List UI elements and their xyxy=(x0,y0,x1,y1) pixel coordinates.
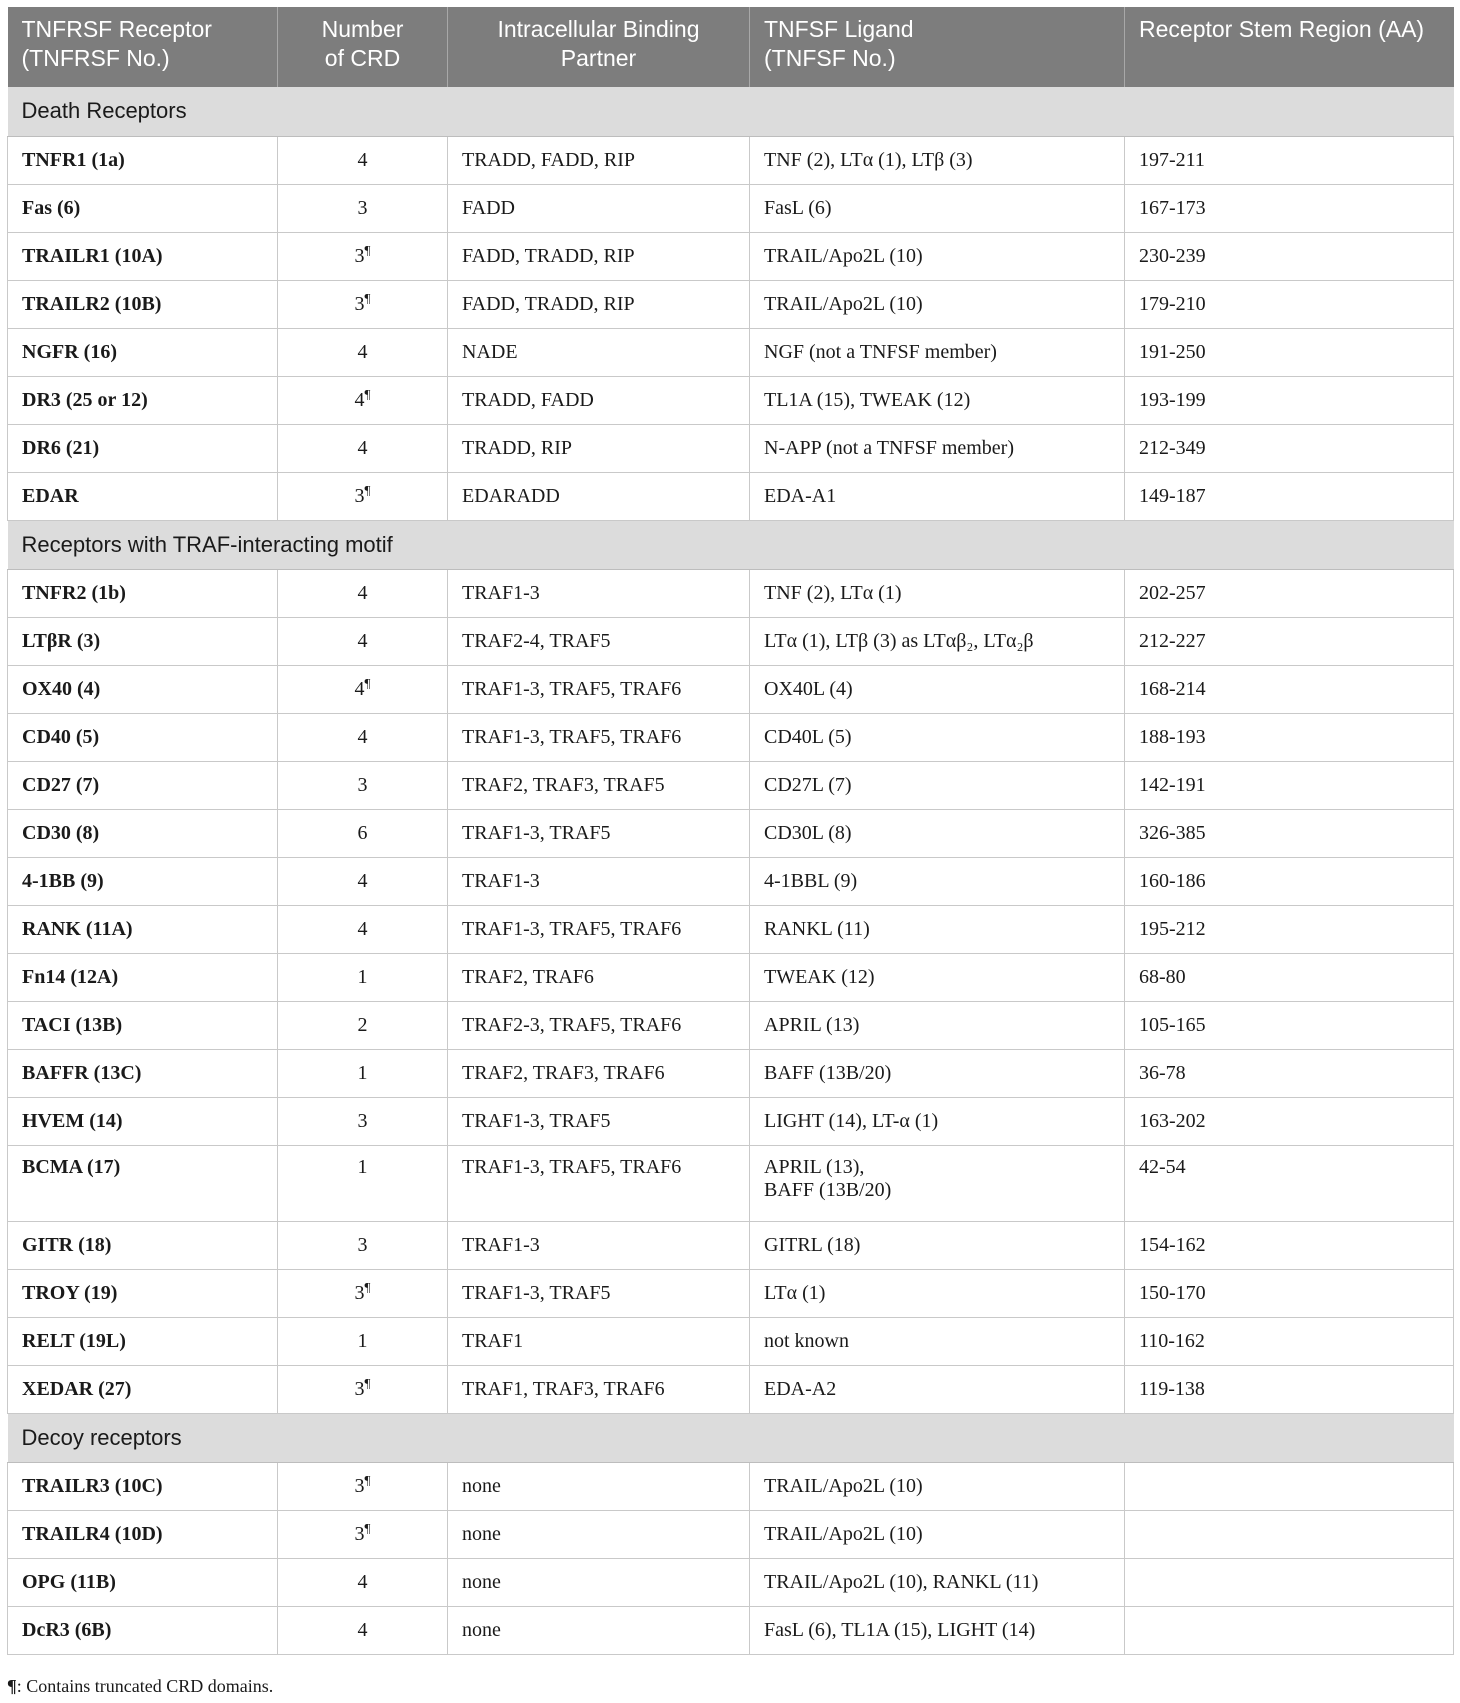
cell-receptor: DcR3 (6B) xyxy=(8,1606,278,1654)
cell-stem: 191-250 xyxy=(1125,328,1454,376)
cell-partner: EDARADD xyxy=(448,472,750,520)
ligand-line: TNF (2), LTα (1), LTβ (3) xyxy=(764,148,973,171)
footnote xyxy=(7,1676,273,1697)
cell-ligand xyxy=(750,1049,1125,1097)
table-row xyxy=(8,1001,1454,1049)
table-row xyxy=(8,1558,1454,1606)
cell-crd xyxy=(278,809,448,857)
ligand-line: FasL (6), TL1A (15), LIGHT (14) xyxy=(764,1618,1036,1641)
truncated-crd-mark: ¶ xyxy=(364,241,371,257)
cell-receptor: Fn14 (12A) xyxy=(8,953,278,1001)
cell-ligand xyxy=(750,1221,1125,1269)
truncated-crd-mark: ¶ xyxy=(364,1374,371,1390)
ligand-line: APRIL (13) xyxy=(764,1013,860,1036)
section-row xyxy=(8,87,1454,136)
truncated-crd-mark: ¶ xyxy=(364,289,371,305)
cell-receptor: TRAILR1 (10A) xyxy=(8,232,278,280)
cell-receptor: GITR (18) xyxy=(8,1221,278,1269)
ligand-line: EDA-A2 xyxy=(764,1377,837,1400)
table-row xyxy=(8,857,1454,905)
cell-ligand xyxy=(750,1001,1125,1049)
cell-partner: none xyxy=(448,1462,750,1510)
cell-receptor: TRAILR2 (10B) xyxy=(8,280,278,328)
cell-receptor: 4-1BB (9) xyxy=(8,857,278,905)
cell-partner: TRAF1-3, TRAF5, TRAF6 xyxy=(448,665,750,713)
truncated-crd-mark: ¶ xyxy=(364,1471,371,1487)
cell-receptor: Fas (6) xyxy=(8,184,278,232)
cell-crd xyxy=(278,1221,448,1269)
cell-stem: 163-202 xyxy=(1125,1097,1454,1145)
cell-ligand xyxy=(750,953,1125,1001)
cell-partner: TRAF2-3, TRAF5, TRAF6 xyxy=(448,1001,750,1049)
cell-stem: 42-54 xyxy=(1125,1145,1454,1221)
cell-ligand xyxy=(750,713,1125,761)
cell-receptor: BCMA (17) xyxy=(8,1145,278,1221)
truncated-crd-mark: ¶ xyxy=(364,1278,371,1294)
ligand-line: N-APP (not a TNFSF member) xyxy=(764,436,1014,459)
cell-receptor: BAFFR (13C) xyxy=(8,1049,278,1097)
crd-value: 4 xyxy=(357,869,368,892)
cell-stem: 167-173 xyxy=(1125,184,1454,232)
cell-stem xyxy=(1125,1510,1454,1558)
ligand-line: TRAIL/Apo2L (10), RANKL (11) xyxy=(764,1570,1039,1593)
cell-crd xyxy=(278,328,448,376)
cell-receptor: CD30 (8) xyxy=(8,809,278,857)
cell-receptor: NGFR (16) xyxy=(8,328,278,376)
cell-receptor: OPG (11B) xyxy=(8,1558,278,1606)
crd-value: 3 xyxy=(354,1377,365,1400)
ligand-line: not known xyxy=(764,1329,849,1352)
cell-ligand xyxy=(750,136,1125,184)
cell-crd xyxy=(278,1317,448,1365)
cell-stem xyxy=(1125,1558,1454,1606)
header-crd: Number of CRD xyxy=(278,7,448,87)
footnote-mark: ¶ xyxy=(7,1676,17,1696)
section-row xyxy=(8,520,1454,569)
cell-ligand xyxy=(750,1145,1125,1221)
truncated-crd-mark: ¶ xyxy=(364,385,371,401)
cell-stem xyxy=(1125,1462,1454,1510)
cell-stem: 179-210 xyxy=(1125,280,1454,328)
cell-crd xyxy=(278,905,448,953)
crd-value: 4 xyxy=(357,917,368,940)
ligand-line: TRAIL/Apo2L (10) xyxy=(764,292,923,315)
cell-stem: 154-162 xyxy=(1125,1221,1454,1269)
cell-ligand xyxy=(750,857,1125,905)
cell-ligand xyxy=(750,1097,1125,1145)
cell-crd xyxy=(278,569,448,617)
cell-crd xyxy=(278,1001,448,1049)
cell-receptor: XEDAR (27) xyxy=(8,1365,278,1413)
cell-partner: TRAF1-3 xyxy=(448,1221,750,1269)
cell-ligand xyxy=(750,424,1125,472)
cell-partner: NADE xyxy=(448,328,750,376)
cell-ligand xyxy=(750,1365,1125,1413)
cell-stem: 230-239 xyxy=(1125,232,1454,280)
crd-value: 4 xyxy=(354,388,365,411)
ligand-line: TWEAK (12) xyxy=(764,965,875,988)
cell-partner: FADD, TRADD, RIP xyxy=(448,280,750,328)
cell-partner: TRAF2, TRAF3, TRAF6 xyxy=(448,1049,750,1097)
cell-stem: 193-199 xyxy=(1125,376,1454,424)
crd-value: 3 xyxy=(354,1281,365,1304)
cell-crd xyxy=(278,1462,448,1510)
cell-stem: 142-191 xyxy=(1125,761,1454,809)
cell-ligand xyxy=(750,1462,1125,1510)
cell-ligand xyxy=(750,809,1125,857)
crd-value: 4 xyxy=(357,436,368,459)
ligand-line: BAFF (13B/20) xyxy=(764,1178,892,1201)
cell-ligand xyxy=(750,376,1125,424)
cell-ligand xyxy=(750,184,1125,232)
crd-value: 1 xyxy=(357,1155,368,1178)
table-row xyxy=(8,713,1454,761)
cell-partner: TRAF1-3 xyxy=(448,569,750,617)
table-header xyxy=(8,7,1454,87)
cell-ligand xyxy=(750,1317,1125,1365)
section-title: Death Receptors xyxy=(8,87,1454,136)
cell-receptor: RANK (11A) xyxy=(8,905,278,953)
ligand-line: CD30L (8) xyxy=(764,821,852,844)
table-row xyxy=(8,905,1454,953)
crd-value: 4 xyxy=(354,677,365,700)
cell-crd xyxy=(278,617,448,665)
ligand-line: TL1A (15), TWEAK (12) xyxy=(764,388,971,411)
cell-receptor: CD40 (5) xyxy=(8,713,278,761)
cell-receptor: CD27 (7) xyxy=(8,761,278,809)
cell-receptor: DR6 (21) xyxy=(8,424,278,472)
table-row xyxy=(8,1049,1454,1097)
cell-ligand xyxy=(750,328,1125,376)
crd-value: 3 xyxy=(354,1474,365,1497)
ligand-line: GITRL (18) xyxy=(764,1233,861,1256)
cell-partner: FADD xyxy=(448,184,750,232)
cell-stem: 68-80 xyxy=(1125,953,1454,1001)
header-receptor: TNFRSF Receptor (TNFRSF No.) xyxy=(8,7,278,87)
cell-crd xyxy=(278,184,448,232)
crd-value: 1 xyxy=(357,1329,368,1352)
cell-stem xyxy=(1125,1606,1454,1654)
cell-partner: TRADD, RIP xyxy=(448,424,750,472)
ligand-line: CD40L (5) xyxy=(764,725,852,748)
crd-value: 4 xyxy=(357,725,368,748)
crd-value: 2 xyxy=(357,1013,368,1036)
table-row xyxy=(8,184,1454,232)
cell-ligand xyxy=(750,905,1125,953)
cell-ligand xyxy=(750,1606,1125,1654)
cell-crd xyxy=(278,376,448,424)
cell-crd xyxy=(278,136,448,184)
cell-crd xyxy=(278,1145,448,1221)
table-row xyxy=(8,280,1454,328)
cell-receptor: HVEM (14) xyxy=(8,1097,278,1145)
cell-partner: TRAF1-3, TRAF5, TRAF6 xyxy=(448,1145,750,1221)
ligand-line: LTα (1), LTβ (3) as LTαβ₂, LTα₂β xyxy=(764,629,1034,652)
cell-stem: 160-186 xyxy=(1125,857,1454,905)
truncated-crd-mark: ¶ xyxy=(364,1519,371,1535)
cell-crd xyxy=(278,280,448,328)
cell-partner: TRAF1-3, TRAF5, TRAF6 xyxy=(448,713,750,761)
table-row xyxy=(8,1145,1454,1221)
crd-value: 3 xyxy=(357,773,368,796)
ligand-line: TNF (2), LTα (1) xyxy=(764,581,902,604)
table-row xyxy=(8,376,1454,424)
cell-crd xyxy=(278,1365,448,1413)
cell-partner: TRAF1 xyxy=(448,1317,750,1365)
cell-partner: TRADD, FADD, RIP xyxy=(448,136,750,184)
cell-partner: TRAF1-3, TRAF5 xyxy=(448,1269,750,1317)
cell-crd xyxy=(278,761,448,809)
crd-value: 4 xyxy=(357,340,368,363)
crd-value: 3 xyxy=(357,1233,368,1256)
table-row xyxy=(8,1097,1454,1145)
cell-stem: 105-165 xyxy=(1125,1001,1454,1049)
table-row xyxy=(8,1317,1454,1365)
cell-ligand xyxy=(750,280,1125,328)
table-row xyxy=(8,761,1454,809)
cell-partner: TRAF2-4, TRAF5 xyxy=(448,617,750,665)
cell-stem: 326-385 xyxy=(1125,809,1454,857)
ligand-line: TRAIL/Apo2L (10) xyxy=(764,244,923,267)
ligand-line: TRAIL/Apo2L (10) xyxy=(764,1522,923,1545)
cell-crd xyxy=(278,857,448,905)
cell-ligand xyxy=(750,569,1125,617)
cell-crd xyxy=(278,1558,448,1606)
cell-crd xyxy=(278,472,448,520)
table-container xyxy=(7,7,1453,1655)
cell-stem: 197-211 xyxy=(1125,136,1454,184)
cell-partner: none xyxy=(448,1606,750,1654)
cell-ligand xyxy=(750,1510,1125,1558)
footnote-text: : Contains truncated CRD domains. xyxy=(16,1676,274,1696)
cell-crd xyxy=(278,1269,448,1317)
table-row xyxy=(8,665,1454,713)
cell-stem: 195-212 xyxy=(1125,905,1454,953)
cell-stem: 150-170 xyxy=(1125,1269,1454,1317)
cell-ligand xyxy=(750,761,1125,809)
table-row xyxy=(8,1510,1454,1558)
table-row xyxy=(8,1221,1454,1269)
ligand-line: 4-1BBL (9) xyxy=(764,869,858,892)
cell-stem: 119-138 xyxy=(1125,1365,1454,1413)
ligand-line: CD27L (7) xyxy=(764,773,852,796)
table-row xyxy=(8,1269,1454,1317)
cell-partner: TRAF2, TRAF6 xyxy=(448,953,750,1001)
ligand-line: RANKL (11) xyxy=(764,917,870,940)
table-row xyxy=(8,472,1454,520)
cell-crd xyxy=(278,953,448,1001)
table-row xyxy=(8,1606,1454,1654)
ligand-line: LIGHT (14), LT-α (1) xyxy=(764,1109,939,1132)
crd-value: 3 xyxy=(357,196,368,219)
ligand-line: FasL (6) xyxy=(764,196,832,219)
cell-receptor: OX40 (4) xyxy=(8,665,278,713)
cell-ligand xyxy=(750,472,1125,520)
cell-ligand xyxy=(750,232,1125,280)
header-ligand: TNFSF Ligand (TNFSF No.) xyxy=(750,7,1125,87)
cell-partner: none xyxy=(448,1510,750,1558)
cell-partner: TRAF2, TRAF3, TRAF5 xyxy=(448,761,750,809)
cell-receptor: TROY (19) xyxy=(8,1269,278,1317)
cell-stem: 168-214 xyxy=(1125,665,1454,713)
table-row xyxy=(8,424,1454,472)
cell-ligand xyxy=(750,665,1125,713)
table-body xyxy=(8,87,1454,1654)
ligand-line: TRAIL/Apo2L (10) xyxy=(764,1474,923,1497)
truncated-crd-mark: ¶ xyxy=(364,481,371,497)
cell-crd xyxy=(278,1097,448,1145)
ligand-line: OX40L (4) xyxy=(764,677,853,700)
cell-ligand xyxy=(750,1558,1125,1606)
table-row xyxy=(8,809,1454,857)
cell-receptor: DR3 (25 or 12) xyxy=(8,376,278,424)
cell-crd xyxy=(278,232,448,280)
cell-stem: 202-257 xyxy=(1125,569,1454,617)
cell-partner: TRAF1, TRAF3, TRAF6 xyxy=(448,1365,750,1413)
crd-value: 3 xyxy=(354,1522,365,1545)
section-row xyxy=(8,1413,1454,1462)
crd-value: 3 xyxy=(354,244,365,267)
section-title: Receptors with TRAF-interacting motif xyxy=(8,520,1454,569)
cell-receptor: TRAILR4 (10D) xyxy=(8,1510,278,1558)
cell-crd xyxy=(278,713,448,761)
crd-value: 3 xyxy=(357,1109,368,1132)
table-row xyxy=(8,136,1454,184)
cell-crd xyxy=(278,424,448,472)
ligand-line: EDA-A1 xyxy=(764,484,837,507)
cell-stem: 188-193 xyxy=(1125,713,1454,761)
cell-partner: TRAF1-3, TRAF5 xyxy=(448,809,750,857)
section-title: Decoy receptors xyxy=(8,1413,1454,1462)
cell-crd xyxy=(278,665,448,713)
cell-crd xyxy=(278,1049,448,1097)
cell-receptor: RELT (19L) xyxy=(8,1317,278,1365)
cell-partner: TRAF1-3 xyxy=(448,857,750,905)
cell-partner: FADD, TRADD, RIP xyxy=(448,232,750,280)
cell-stem: 149-187 xyxy=(1125,472,1454,520)
crd-value: 4 xyxy=(357,629,368,652)
crd-value: 3 xyxy=(354,292,365,315)
cell-partner: none xyxy=(448,1558,750,1606)
cell-stem: 110-162 xyxy=(1125,1317,1454,1365)
ligand-line: LTα (1) xyxy=(764,1281,826,1304)
cell-stem: 36-78 xyxy=(1125,1049,1454,1097)
ligand-line: APRIL (13), xyxy=(764,1155,865,1178)
header-partner: Intracellular Binding Partner xyxy=(448,7,750,87)
cell-stem: 212-349 xyxy=(1125,424,1454,472)
table-row xyxy=(8,953,1454,1001)
cell-ligand xyxy=(750,617,1125,665)
crd-value: 3 xyxy=(354,484,365,507)
cell-receptor: LTβR (3) xyxy=(8,617,278,665)
table-row xyxy=(8,569,1454,617)
cell-receptor: TRAILR3 (10C) xyxy=(8,1462,278,1510)
table-row xyxy=(8,232,1454,280)
table-row xyxy=(8,1365,1454,1413)
cell-receptor: EDAR xyxy=(8,472,278,520)
cell-crd xyxy=(278,1510,448,1558)
cell-partner: TRAF1-3, TRAF5 xyxy=(448,1097,750,1145)
crd-value: 1 xyxy=(357,1061,368,1084)
cell-receptor: TNFR1 (1a) xyxy=(8,136,278,184)
crd-value: 6 xyxy=(357,821,368,844)
ligand-line: BAFF (13B/20) xyxy=(764,1061,892,1084)
cell-ligand xyxy=(750,1269,1125,1317)
header-stem: Receptor Stem Region (AA) xyxy=(1125,7,1454,87)
cell-receptor: TACI (13B) xyxy=(8,1001,278,1049)
cell-receptor: TNFR2 (1b) xyxy=(8,569,278,617)
cell-crd xyxy=(278,1606,448,1654)
tnfrsf-table xyxy=(7,7,1454,1655)
cell-stem: 212-227 xyxy=(1125,617,1454,665)
ligand-line: NGF (not a TNFSF member) xyxy=(764,340,997,363)
crd-value: 4 xyxy=(357,148,368,171)
cell-partner: TRADD, FADD xyxy=(448,376,750,424)
crd-value: 4 xyxy=(357,1618,368,1641)
crd-value: 1 xyxy=(357,965,368,988)
table-row xyxy=(8,1462,1454,1510)
truncated-crd-mark: ¶ xyxy=(364,674,371,690)
table-row xyxy=(8,328,1454,376)
crd-value: 4 xyxy=(357,581,368,604)
table-row xyxy=(8,617,1454,665)
crd-value: 4 xyxy=(357,1570,368,1593)
cell-partner: TRAF1-3, TRAF5, TRAF6 xyxy=(448,905,750,953)
